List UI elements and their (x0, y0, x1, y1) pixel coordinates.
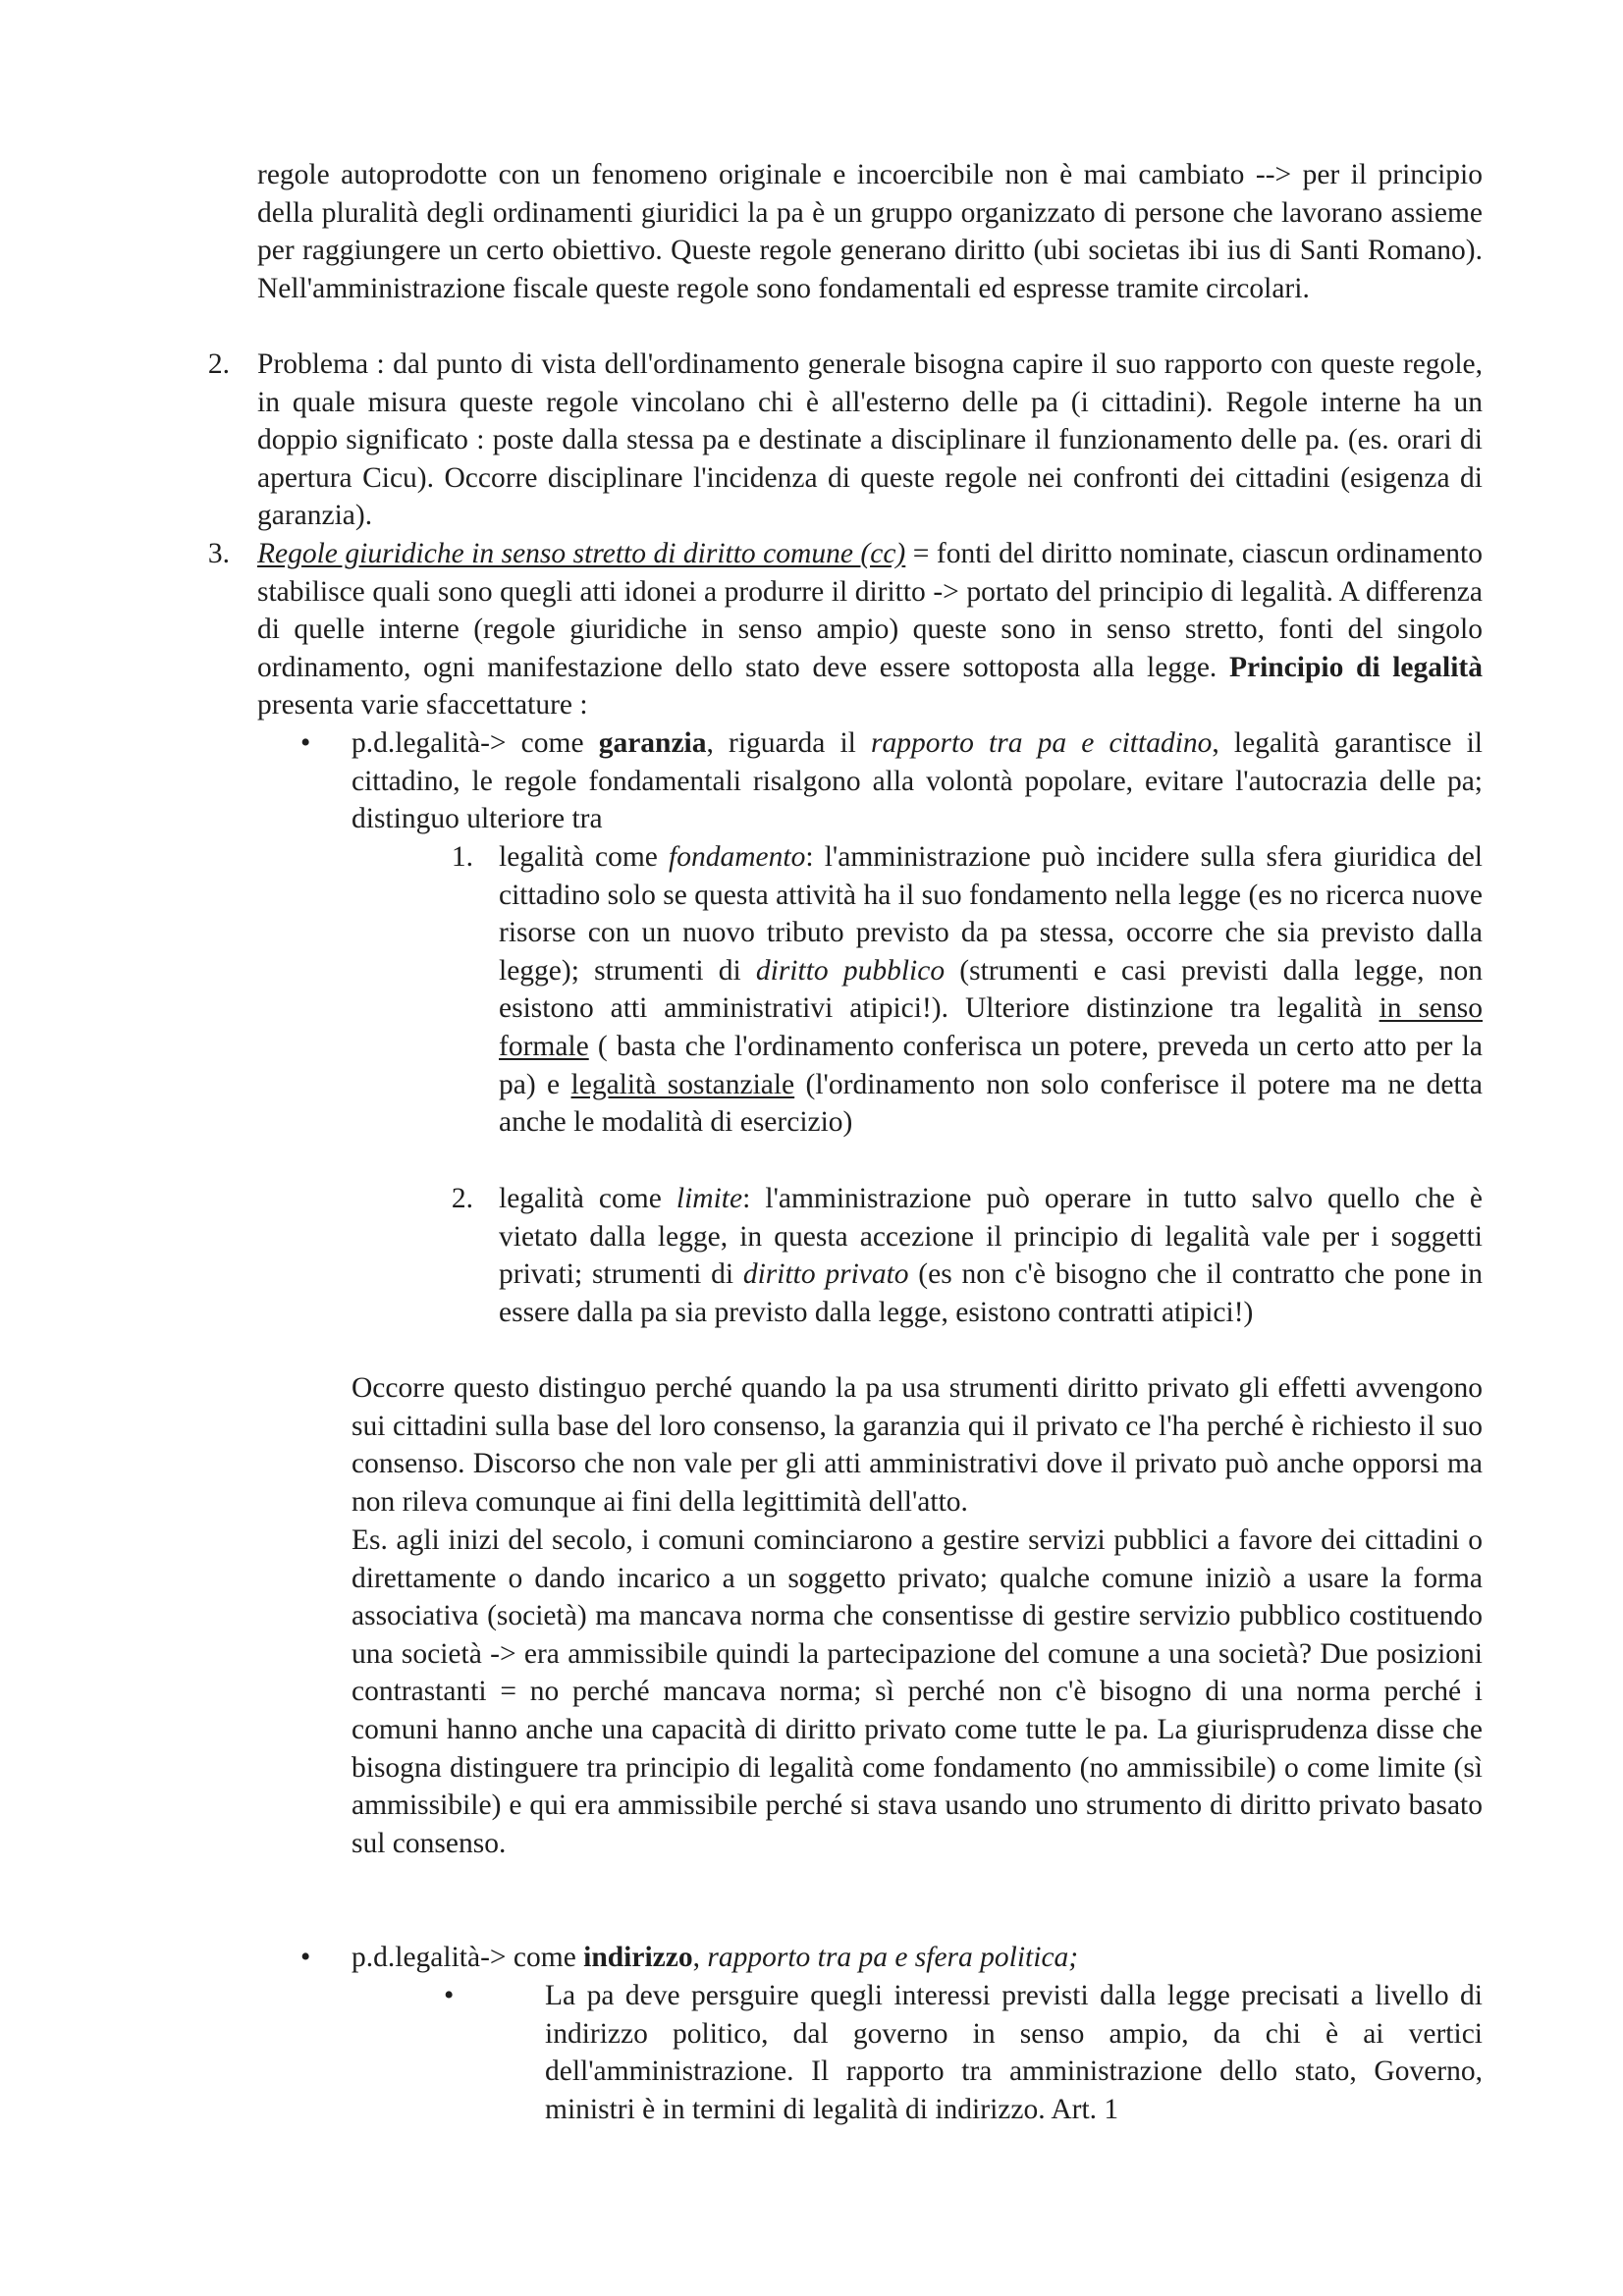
continuation-paragraph: regole autoprodotte con un fenomeno originale e incoercibile non è mai cambiato --> per il principio della pluralità degli ordinamenti giuridici la pa è un gruppo organizzato di persone che lavorano assieme per raggiungere un certo obiettivo. Queste regole generano diritto (ubi societas ibi ius di Santi Romano). Nell'amministrazione fiscale queste regole sono fondamentali ed espresse tramite circolari. (257, 159, 1483, 304)
bullet1-t2: , riguarda il (706, 727, 871, 759)
subbullet-item: La pa deve persguire quegli interessi previsti dalla legge precisati a livello di indirizzo politico, dal governo in senso ampio, da chi è ai vertici dell'amministrazione. Il rapporto tra amministrazione dello stato, Governo, ministri è in termini di legalità di indirizzo. Art. 1 (545, 1980, 1483, 2125)
item3-text2: presenta varie sfaccettature : (257, 689, 588, 721)
sublist-item-fondamento (499, 838, 1483, 1142)
item3-heading: Regole giuridiche in senso stretto di diritto comune (cc) (257, 538, 906, 569)
bullet2-italic: rapporto tra pa e sfera politica; (707, 1942, 1079, 1973)
sub1-u1: in senso formale (499, 992, 1484, 1062)
bullet1-t1: p.d.legalità-> come (352, 727, 599, 759)
list-item-3 (257, 535, 1483, 724)
bullet-item-indirizzo (352, 1939, 1483, 1977)
sub1-t3: (strumenti e casi previsti dalla legge, non esistono atti amministrativi atipici!). Ulteriore distinzione tra legalità (499, 954, 1483, 1025)
paragraph-esempio: Es. agli inizi del secolo, i comuni cominciarono a gestire servizi pubblici a favore dei cittadini o direttamente o dando incarico a un soggetto privato; qualche comune iniziò a usare la forma associativa (società) ma mancava norma che consentisse di gestire servizio pubblico costituendo una società -> era ammissibile quindi la partecipazione del comune a una società? Due posizioni contrastanti = no perché mancava norma; sì perché non c'è bisogno di una norma perché i comuni hanno anche una capacità di diritto privato come tutte le pa. La giurisprudenza disse che bisogna distinguere tra principio di legalità come fondamento (no ammissibile) o come limite (sì ammissibile) e qui era ammissibile perché si stava usando uno strumento di diritto privato basato sul consenso. (352, 1524, 1483, 1859)
sub2-t1: legalità come (499, 1183, 676, 1214)
sublist-marker-1: 1. (451, 841, 473, 873)
bullet-item-garanzia (352, 724, 1483, 838)
sub1-t2: : l'amministrazione può incidere sulla sfera giuridica del cittadino solo se questa attività ha il suo fondamento nella legge (es no ricerca nuove risorse con un nuovo tributo previsto da pa stessa, occorre che sia previsto dalla legge); strumenti di (499, 841, 1483, 987)
bullet2-t2: , (692, 1942, 708, 1973)
paragraph-occorre: Occorre questo distinguo perché quando la pa usa strumenti diritto privato gli effetti avvengono sui cittadini sulla base del loro consenso, la garanzia qui il privato ce l'ha perché è richiesto il suo consenso. Discorso che non vale per gli atti amministrativi dove il privato può anche opporsi ma non rileva comunque ai fini della legittimità dell'atto. (352, 1372, 1483, 1518)
bullet-symbol-2: • (300, 1942, 311, 1973)
sub1-u2: legalità sostanziale (570, 1068, 795, 1100)
sub1-t1: legalità come (499, 841, 670, 873)
sub2-i2: diritto privato (742, 1258, 909, 1291)
item3-text1: = fonti del diritto nominate, ciascun ordinamento stabilisce quali sono quegli atti idonei a produrre il diritto -> portato del principio di legalità. A differenza di quelle interne (regole giuridiche in senso ampio) queste sono in senso stretto, fonti del singolo ordinamento, ogni manifestazione dello stato deve essere sottoposta alla legge. (257, 538, 1483, 683)
bullet1-t3: , legalità garantisce il cittadino, le regole fondamentali risalgono alla volontà popolare, evitare l'autocrazia delle pa; distinguo ulteriore tra (352, 727, 1483, 835)
sublist-item-limite (499, 1180, 1483, 1331)
sub1-i1: fondamento (669, 841, 806, 873)
subbullet-symbol: • (444, 1980, 455, 2011)
bullet2-t1: p.d.legalità-> come (352, 1942, 584, 1973)
sub2-t3: (es non c'è bisogno che il contratto che pone in essere dalla pa sia previsto dalla legge, esistono contratti atipici!) (499, 1258, 1483, 1328)
bullet-symbol-1: • (300, 727, 311, 759)
item3-bold: Principio di legalità (1228, 651, 1483, 683)
list-marker-3: 3. (207, 538, 230, 569)
bullet2-bold: indirizzo (583, 1942, 693, 1973)
bullet1-bold: garanzia (598, 727, 707, 759)
sub1-t5: (l'ordinamento non solo conferisce il potere ma ne detta anche le modalità di esercizio) (499, 1068, 1483, 1139)
sub2-t2: : l'amministrazione può operare in tutto salvo quello che è vietato dalla legge, in questa accezione il principio di legalità vale per i soggetti privati; strumenti di (499, 1183, 1483, 1291)
list-marker-2: 2. (207, 348, 230, 380)
sub2-i1: limite (676, 1183, 743, 1214)
bullet1-italic: rapporto tra pa e cittadino (871, 727, 1213, 759)
sub1-i2: diritto pubblico (755, 954, 946, 987)
sublist-marker-2: 2. (451, 1183, 473, 1214)
list-item-2: Problema : dal punto di vista dell'ordinamento generale bisogna capire il suo rapporto con queste regole, in quale misura queste regole vincolano chi è all'esterno delle pa (i cittadini). Regole interne ha un doppio significato : poste dalla stessa pa e destinate a disciplinare il funzionamento delle pa. (es. orari di apertura Cicu). Occorre disciplinare l'incidenza di queste regole nei confronti dei cittadini (esigenza di garanzia). (257, 348, 1483, 532)
sub1-t4: ( basta che l'ordinamento conferisca un potere, preveda un certo atto per la pa) e (499, 1030, 1483, 1100)
